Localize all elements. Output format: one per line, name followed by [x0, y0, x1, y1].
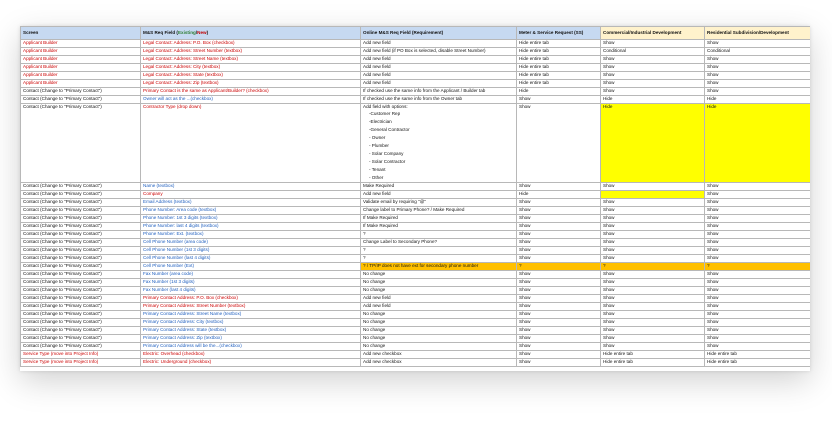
table-row	[21, 255, 811, 263]
table-row	[21, 40, 811, 48]
table-row	[21, 215, 811, 223]
list-item: - Solar Company	[369, 150, 404, 156]
cell-screen[interactable]: Contact (Change to "Primary Contact")	[21, 239, 141, 247]
cell-meter[interactable]: Hide entire tab	[517, 40, 601, 48]
cell-online[interactable]	[361, 104, 517, 183]
cell-field[interactable]: Cell Phone Number (1st 3 digits)	[141, 247, 361, 255]
cell-residential[interactable]: Show	[705, 207, 811, 215]
cell-field[interactable]: Primary Contact Address: Zip (textbox)	[141, 335, 361, 343]
cell-residential[interactable]: Show	[705, 64, 811, 72]
table-row	[21, 48, 811, 56]
cell-meter[interactable]: Hide entire tab	[517, 80, 601, 88]
cell-meter[interactable]: ?	[517, 263, 601, 271]
cell-commercial[interactable]: Show	[601, 183, 705, 191]
cell-meter[interactable]: Show	[517, 351, 601, 359]
cell-residential[interactable]: Hide entire tab	[705, 359, 811, 367]
cell-field[interactable]: Primary Contact Address: P.O. Box (checkbox)	[141, 295, 361, 303]
table-row	[21, 207, 811, 215]
cell-commercial[interactable]: Conditional	[601, 48, 705, 56]
cell-residential[interactable]: Show	[705, 319, 811, 327]
cell-screen[interactable]: Contact (Change to "Primary Contact")	[21, 223, 141, 231]
cell-meter[interactable]: Show	[517, 199, 601, 207]
cell-commercial[interactable]: Show	[601, 80, 705, 88]
cell-screen[interactable]: Applicant Builder	[21, 40, 141, 48]
header-meter[interactable]: Meter & Service Request (SS)	[517, 27, 601, 40]
cell-online[interactable]: Add new field	[361, 80, 517, 88]
cell-residential[interactable]: Show	[705, 247, 811, 255]
cell-residential[interactable]: ?	[705, 263, 811, 271]
cell-meter[interactable]: Show	[517, 96, 601, 104]
table-row	[21, 279, 811, 287]
cell-online[interactable]: Add new field	[361, 303, 517, 311]
table-row	[21, 303, 811, 311]
table-row	[21, 343, 811, 351]
cell-field[interactable]: Email Address (textbox)	[141, 199, 361, 207]
cell-residential[interactable]: Show	[705, 335, 811, 343]
cell-residential[interactable]: Show	[705, 279, 811, 287]
cell-field[interactable]: Primary Contact Address: City (textbox)	[141, 319, 361, 327]
list-item: - Owner	[369, 134, 386, 140]
cell-field[interactable]: Owner will act as the ...(checkbox)	[141, 96, 361, 104]
cell-meter[interactable]: Show	[517, 295, 601, 303]
cell-online[interactable]: No change	[361, 343, 517, 351]
cell-field[interactable]: Phone Number: Ext. (textbox)	[141, 231, 361, 239]
cell-commercial[interactable]: Show	[601, 199, 705, 207]
cell-screen[interactable]: Contact (Change to "Primary Contact")	[21, 287, 141, 295]
cell-commercial[interactable]: Show	[601, 311, 705, 319]
cell-residential[interactable]: Show	[705, 40, 811, 48]
cell-field[interactable]: Cell Phone Number (Ext)	[141, 263, 361, 271]
cell-residential[interactable]: Show	[705, 183, 811, 191]
cell-meter[interactable]: Show	[517, 343, 601, 351]
cell-residential[interactable]: Show	[705, 327, 811, 335]
cell-residential[interactable]: Show	[705, 271, 811, 279]
cell-meter[interactable]: Show	[517, 215, 601, 223]
cell-screen[interactable]: Applicant Builder	[21, 72, 141, 80]
cell-commercial[interactable]: Show	[601, 72, 705, 80]
cell-screen[interactable]: Contact (Change to "Primary Contact")	[21, 255, 141, 263]
cell-online[interactable]: No change	[361, 327, 517, 335]
cell-online[interactable]: Add new field	[361, 72, 517, 80]
cell-screen[interactable]: Contact (Change to "Primary Contact")	[21, 104, 141, 183]
spreadsheet	[20, 26, 810, 371]
list-item: - Solar Contractor	[369, 158, 406, 164]
cell-commercial[interactable]: Show	[601, 271, 705, 279]
cell-residential[interactable]: Show	[705, 88, 811, 96]
cell-online[interactable]: No change	[361, 271, 517, 279]
cell-screen[interactable]: Applicant Builder	[21, 80, 141, 88]
cell-meter[interactable]: Show	[517, 287, 601, 295]
cell-commercial[interactable]: Hide	[601, 96, 705, 104]
cell-meter[interactable]: Hide entire tab	[517, 56, 601, 64]
cell-commercial[interactable]: Show	[601, 207, 705, 215]
cell-field[interactable]: Legal Contact: Address: Zip (textbox)	[141, 80, 361, 88]
cell-online[interactable]: No change	[361, 319, 517, 327]
cell-commercial[interactable]: Show	[601, 287, 705, 295]
requirements-table	[20, 26, 810, 367]
cell-commercial[interactable]: Show	[601, 40, 705, 48]
cell-residential[interactable]: Show	[705, 343, 811, 351]
cell-residential[interactable]: Show	[705, 215, 811, 223]
cell-screen[interactable]: Contact (Change to "Primary Contact")	[21, 343, 141, 351]
table-row	[21, 359, 811, 367]
cell-online[interactable]: No change	[361, 279, 517, 287]
cell-residential[interactable]: Show	[705, 303, 811, 311]
cell-online[interactable]: Add new field (if PO Box is selected, disable Street Number)	[361, 48, 517, 56]
header-field-suffix: )	[206, 30, 209, 36]
cell-meter[interactable]: Hide entire tab	[517, 48, 601, 56]
table-row	[21, 247, 811, 255]
cell-meter[interactable]: Show	[517, 247, 601, 255]
cell-screen[interactable]: Contact (Change to "Primary Contact")	[21, 279, 141, 287]
cell-field[interactable]: Company	[141, 191, 361, 199]
cell-screen[interactable]: Applicant Builder	[21, 48, 141, 56]
table-row	[21, 351, 811, 359]
header-residential[interactable]: Residential Subdivision/Development	[705, 27, 811, 40]
cell-screen[interactable]: Contact (Change to "Primary Contact")	[21, 319, 141, 327]
cell-field[interactable]: Fax Number (last 4 digits)	[141, 287, 361, 295]
table-row	[21, 80, 811, 88]
cell-screen[interactable]: Contact (Change to "Primary Contact")	[21, 295, 141, 303]
cell-meter[interactable]: Show	[517, 311, 601, 319]
list-item: - Other	[369, 174, 384, 180]
cell-screen[interactable]: Contact (Change to "Primary Contact")	[21, 263, 141, 271]
cell-meter[interactable]: Show	[517, 223, 601, 231]
cell-residential[interactable]: Show	[705, 56, 811, 64]
cell-online[interactable]: Add new checkbox	[361, 351, 517, 359]
table-row	[21, 287, 811, 295]
cell-screen[interactable]: Contact (Change to "Primary Contact")	[21, 303, 141, 311]
cell-commercial[interactable]: Show	[601, 64, 705, 72]
cell-field[interactable]: Legal Contact: Address: Street Name (textbox)	[141, 56, 361, 64]
header-online[interactable]: Online M&S Req Field (Requirement)	[361, 27, 517, 40]
header-screen[interactable]: Screen	[21, 27, 141, 40]
cell-online[interactable]: If checked use the same info from the Owner tab	[361, 96, 517, 104]
cell-screen[interactable]: Contact (Change to "Primary Contact")	[21, 247, 141, 255]
cell-field[interactable]: Electric: Underground (checkbox)	[141, 359, 361, 367]
table-row	[21, 263, 811, 271]
table-row	[21, 56, 811, 64]
cell-commercial[interactable]: Show	[601, 215, 705, 223]
table-row	[21, 96, 811, 104]
cell-field[interactable]: Phone Number: last 4 digits (textbox)	[141, 223, 361, 231]
cell-online[interactable]: ?	[361, 255, 517, 263]
cell-commercial[interactable]: Show	[601, 239, 705, 247]
table-row	[21, 223, 811, 231]
cell-online[interactable]: Add new field	[361, 64, 517, 72]
cell-online[interactable]: Add new checkbox	[361, 359, 517, 367]
header-field-prefix: M&S Req Field (	[143, 30, 178, 36]
cell-screen[interactable]: Contact (Change to "Primary Contact")	[21, 327, 141, 335]
cell-online[interactable]: ?	[361, 231, 517, 239]
cell-meter[interactable]: Show	[517, 231, 601, 239]
cell-field[interactable]: Primary Contact is the same as Applicant/Builder? (checkbox)	[141, 88, 361, 96]
header-commercial[interactable]: Commercial/Industrial Development	[601, 27, 705, 40]
cell-meter[interactable]: Show	[517, 335, 601, 343]
cell-commercial[interactable]: Show	[601, 319, 705, 327]
cell-field[interactable]: Legal Contact: Address: State (textbox)	[141, 72, 361, 80]
cell-residential[interactable]: Conditional	[705, 48, 811, 56]
cell-field[interactable]: Primary Contact Address will be the...(checkbox)	[141, 343, 361, 351]
cell-residential[interactable]: Show	[705, 255, 811, 263]
cell-online[interactable]: No change	[361, 311, 517, 319]
header-field-existing: Existing	[177, 30, 196, 36]
cell-field[interactable]: Cell Phone Number (last 4 digits)	[141, 255, 361, 263]
cell-field[interactable]: Cell Phone Number (area code)	[141, 239, 361, 247]
cell-meter[interactable]: Show	[517, 239, 601, 247]
cell-commercial[interactable]: Hide	[601, 104, 705, 183]
list-item: -Customer Rep	[369, 110, 401, 116]
cell-online[interactable]: If checked use the same info from the Applicant / Builder tab	[361, 88, 517, 96]
cell-screen[interactable]: Applicant Builder	[21, 64, 141, 72]
cell-screen[interactable]: Contact (Change to "Primary Contact")	[21, 183, 141, 191]
cell-online[interactable]: No change	[361, 335, 517, 343]
cell-screen[interactable]: Applicant Builder	[21, 56, 141, 64]
table-row	[21, 319, 811, 327]
table-row	[21, 295, 811, 303]
cell-commercial[interactable]: Show	[601, 343, 705, 351]
list-item: -General Contractor	[369, 126, 410, 132]
cell-online[interactable]: Validate email by requiring "@"	[361, 199, 517, 207]
cell-commercial[interactable]: Show	[601, 327, 705, 335]
header-field-slash: /	[195, 30, 198, 36]
cell-field[interactable]: Contractor Type (drop down)	[141, 104, 361, 183]
cell-residential[interactable]: Show	[705, 311, 811, 319]
table-row	[21, 199, 811, 207]
cell-residential[interactable]: Hide	[705, 104, 811, 183]
cell-commercial[interactable]: Show	[601, 295, 705, 303]
cell-meter[interactable]: Show	[517, 319, 601, 327]
cell-field[interactable]: Fax Number (1st 3 digits)	[141, 279, 361, 287]
cell-commercial[interactable]: Show	[601, 56, 705, 64]
contractor-options-list	[363, 110, 514, 182]
cell-residential[interactable]: Show	[705, 231, 811, 239]
cell-residential[interactable]: Show	[705, 239, 811, 247]
cell-commercial[interactable]: Show	[601, 335, 705, 343]
cell-online[interactable]: ?	[361, 247, 517, 255]
table-row	[21, 191, 811, 199]
cell-screen[interactable]: Contact (Change to "Primary Contact")	[21, 335, 141, 343]
table-row	[21, 335, 811, 343]
cell-meter[interactable]: Show	[517, 359, 601, 367]
cell-meter[interactable]: Show	[517, 303, 601, 311]
cell-residential[interactable]: Show	[705, 199, 811, 207]
cell-online[interactable]: Add new field	[361, 191, 517, 199]
header-row	[21, 27, 811, 40]
table-row	[21, 72, 811, 80]
cell-field[interactable]: Primary Contact Address: Street Number (textbox)	[141, 303, 361, 311]
cell-residential[interactable]: Show	[705, 191, 811, 199]
cell-online[interactable]: Change label to Primary Phone? / Make Required	[361, 207, 517, 215]
cell-commercial[interactable]: Show	[601, 279, 705, 287]
cell-commercial[interactable]: Hide entire tab	[601, 359, 705, 367]
header-field-new: New	[197, 30, 207, 36]
cell-meter[interactable]: Show	[517, 327, 601, 335]
cell-field[interactable]: Electric: Overhead (checkbox)	[141, 351, 361, 359]
cell-field[interactable]: Legal Contact: Address: P.O. Box (checkbox)	[141, 40, 361, 48]
cell-field[interactable]: Fax Number (area code)	[141, 271, 361, 279]
cell-commercial[interactable]: Show	[601, 88, 705, 96]
cell-field[interactable]: Legal Contact: Address: City (textbox)	[141, 64, 361, 72]
cell-residential[interactable]: Show	[705, 80, 811, 88]
table-row	[21, 88, 811, 96]
cell-meter[interactable]: Show	[517, 279, 601, 287]
cell-meter[interactable]: Show	[517, 271, 601, 279]
cell-screen[interactable]: Contact (Change to "Primary Contact")	[21, 215, 141, 223]
table-row	[21, 239, 811, 247]
cell-commercial[interactable]: Show	[601, 255, 705, 263]
cell-residential[interactable]: Hide entire tab	[705, 351, 811, 359]
cell-residential[interactable]: Hide	[705, 96, 811, 104]
cell-commercial[interactable]	[601, 191, 705, 199]
table-row	[21, 183, 811, 191]
cell-online[interactable]: No change	[361, 287, 517, 295]
cell-field[interactable]: Phone Number: Area code (textbox)	[141, 207, 361, 215]
table-row-contractor	[21, 104, 811, 183]
cell-meter[interactable]: Hide entire tab	[517, 64, 601, 72]
cell-online[interactable]: Add new field	[361, 295, 517, 303]
cell-commercial[interactable]: ?	[601, 263, 705, 271]
cell-screen[interactable]: Service Type (move into Project Info)	[21, 351, 141, 359]
cell-screen[interactable]: Contact (Change to "Primary Contact")	[21, 199, 141, 207]
cell-screen[interactable]: Contact (Change to "Primary Contact")	[21, 271, 141, 279]
table-row	[21, 311, 811, 319]
cell-online[interactable]: If Make Required	[361, 223, 517, 231]
cell-online[interactable]: If Make Required	[361, 215, 517, 223]
cell-screen[interactable]: Service Type (move into Project Info)	[21, 359, 141, 367]
cell-meter[interactable]: Hide	[517, 191, 601, 199]
cell-commercial[interactable]: Show	[601, 231, 705, 239]
cell-online[interactable]: ? / TP/IP does not have ext for secondary phone number	[361, 263, 517, 271]
cell-screen[interactable]: Contact (Change to "Primary Contact")	[21, 207, 141, 215]
cell-commercial[interactable]: Show	[601, 247, 705, 255]
cell-residential[interactable]: Show	[705, 72, 811, 80]
cell-field[interactable]: Primary Contact Address: Street Name (textbox)	[141, 311, 361, 319]
cell-screen[interactable]: Contact (Change to "Primary Contact")	[21, 96, 141, 104]
cell-meter[interactable]: Show	[517, 255, 601, 263]
cell-residential[interactable]: Show	[705, 295, 811, 303]
cell-meter[interactable]: Show	[517, 207, 601, 215]
cell-commercial[interactable]: Hide entire tab	[601, 351, 705, 359]
cell-meter[interactable]: Show	[517, 104, 601, 183]
cell-meter[interactable]: Show	[517, 183, 601, 191]
header-field[interactable]	[141, 27, 361, 40]
cell-screen[interactable]: Contact (Change to "Primary Contact")	[21, 231, 141, 239]
cell-online[interactable]: Change Label to Secondary Phone?	[361, 239, 517, 247]
cell-commercial[interactable]: Show	[601, 223, 705, 231]
cell-commercial[interactable]: Show	[601, 303, 705, 311]
list-item: -Electrician	[369, 118, 392, 124]
cell-residential[interactable]: Show	[705, 223, 811, 231]
cell-field[interactable]: Name (textbox)	[141, 183, 361, 191]
cell-screen[interactable]: Contact (Change to "Primary Contact")	[21, 88, 141, 96]
cell-meter[interactable]: Hide	[517, 88, 601, 96]
cell-residential[interactable]: Show	[705, 287, 811, 295]
cell-screen[interactable]: Contact (Change to "Primary Contact")	[21, 311, 141, 319]
table-row	[21, 64, 811, 72]
cell-online[interactable]: Add new field	[361, 40, 517, 48]
list-item: - Tenant	[369, 166, 386, 172]
cell-field[interactable]: Primary Contact Address: State (textbox)	[141, 327, 361, 335]
list-item: - Plumber	[369, 142, 389, 148]
cell-field[interactable]: Legal Contact: Address: Street Number (textbox)	[141, 48, 361, 56]
contractor-options-label: Add field with options:	[363, 104, 408, 109]
cell-online[interactable]: Add new field	[361, 56, 517, 64]
cell-meter[interactable]: Hide entire tab	[517, 72, 601, 80]
cell-screen[interactable]: Contact (Change to "Primary Contact")	[21, 191, 141, 199]
cell-online[interactable]: Make Required	[361, 183, 517, 191]
table-row	[21, 231, 811, 239]
table-row	[21, 327, 811, 335]
cell-field[interactable]: Phone Number: 1st 3 digits (textbox)	[141, 215, 361, 223]
table-row	[21, 271, 811, 279]
